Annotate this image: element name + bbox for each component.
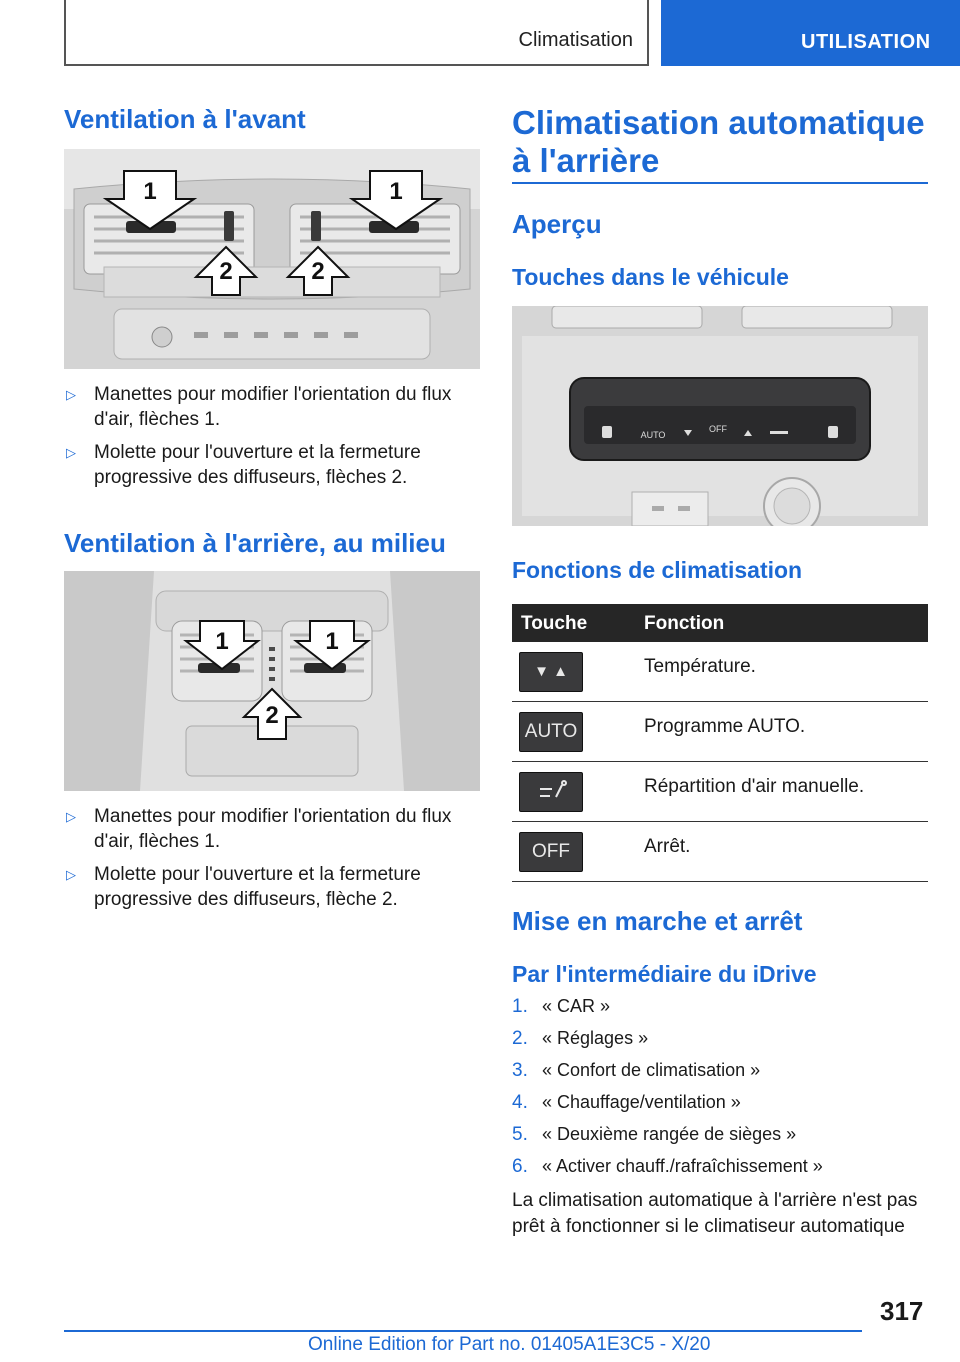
function-text: Arrêt. [644, 836, 691, 857]
list-item: ▷ Manettes pour modifier l'orientation du flux d'air, flèches 1. [66, 384, 452, 430]
table-header [512, 604, 928, 642]
list-item: 5. « Deuxième rangée de sièges » [512, 1124, 797, 1145]
idrive-steps [512, 996, 928, 1188]
temperature-key-icon: ▼ ▲ [519, 652, 583, 692]
chapter-tab[interactable] [661, 0, 960, 66]
list-item: 3. « Confort de climatisation » [512, 1060, 761, 1081]
air-distribution-key-icon [519, 772, 583, 812]
front-bullet-list [64, 382, 480, 498]
function-text: Programme AUTO. [644, 716, 806, 737]
list-item: 1. « CAR » [512, 996, 611, 1017]
heading-buttons: Touches dans le véhicule [512, 264, 789, 290]
front-arrow-label: 1 [143, 178, 157, 205]
heading-on-off: Mise en marche et arrêt [512, 906, 803, 936]
rear-bullet-list [64, 804, 480, 920]
rear-arrow-label: 1 [215, 628, 229, 655]
table-row [512, 642, 928, 702]
main-title: Climatisation automatique à l'arrière [512, 104, 925, 179]
rear-arrow-label: 1 [325, 628, 339, 655]
heading-functions: Fonctions de climatisation [512, 557, 803, 583]
triangle-bullet-icon: ▷ [66, 867, 76, 882]
column-header-key: Touche [521, 613, 588, 634]
triangle-bullet-icon: ▷ [66, 809, 76, 824]
function-text: Température. [644, 656, 756, 677]
rear-vents-photo [64, 571, 480, 791]
footer-edition: Online Edition for Part no. 01405A1E3C5 - X/20 [308, 1334, 711, 1355]
list-item: ▷ Manettes pour modifier l'orientation du flux d'air, flèches 1. [66, 806, 452, 852]
heading-idrive: Par l'intermédiaire du iDrive [512, 961, 817, 987]
front-arrow-label: 2 [311, 258, 325, 285]
front-vents-photo [64, 149, 480, 369]
panel-auto-label: AUTO [640, 430, 666, 440]
off-key-icon: OFF [519, 832, 583, 872]
auto-key-icon: AUTO [519, 712, 583, 752]
page-number: 317 [880, 1296, 924, 1326]
function-text: Répartition d'air manuelle. [644, 776, 865, 797]
front-arrow-label: 2 [219, 258, 233, 285]
heading-overview: Aperçu [512, 209, 602, 239]
table-row [512, 762, 928, 822]
heading-rear-ventilation: Ventilation à l'arrière, au milieu [64, 528, 446, 558]
list-item: 4. « Chauffage/ventilation » [512, 1092, 741, 1113]
heading-front-ventilation: Ventilation à l'avant [64, 104, 306, 134]
rear-panel-photo [512, 306, 928, 526]
title-rule [512, 182, 928, 184]
section-title: Climatisation [518, 29, 633, 51]
table-row [512, 702, 928, 762]
table-row [512, 822, 928, 882]
list-item: 6. « Activer chauff./rafraîchissement » [512, 1156, 823, 1177]
panel-off-label: OFF [709, 424, 727, 434]
body-paragraph: La climatisation automatique à l'arrière n'est pas prêt à fonctionner si le climatiseur automatique [512, 1190, 918, 1237]
chapter-tab-label: UTILISATION [801, 31, 931, 53]
rear-arrow-label: 2 [265, 702, 279, 729]
front-arrow-label: 1 [389, 178, 403, 205]
footer-rule [64, 1330, 862, 1332]
triangle-bullet-icon: ▷ [66, 387, 76, 402]
list-item: ▷ Molette pour l'ouverture et la fermeture progressive des diffuseurs, flèches 2. [66, 442, 421, 488]
column-header-function: Fonction [644, 613, 725, 634]
triangle-bullet-icon: ▷ [66, 445, 76, 460]
header-frame [64, 0, 649, 66]
list-item: 2. « Réglages » [512, 1028, 649, 1049]
list-item: ▷ Molette pour l'ouverture et la fermeture progressive des diffuseurs, flèche 2. [66, 864, 421, 910]
functions-table [512, 604, 928, 882]
